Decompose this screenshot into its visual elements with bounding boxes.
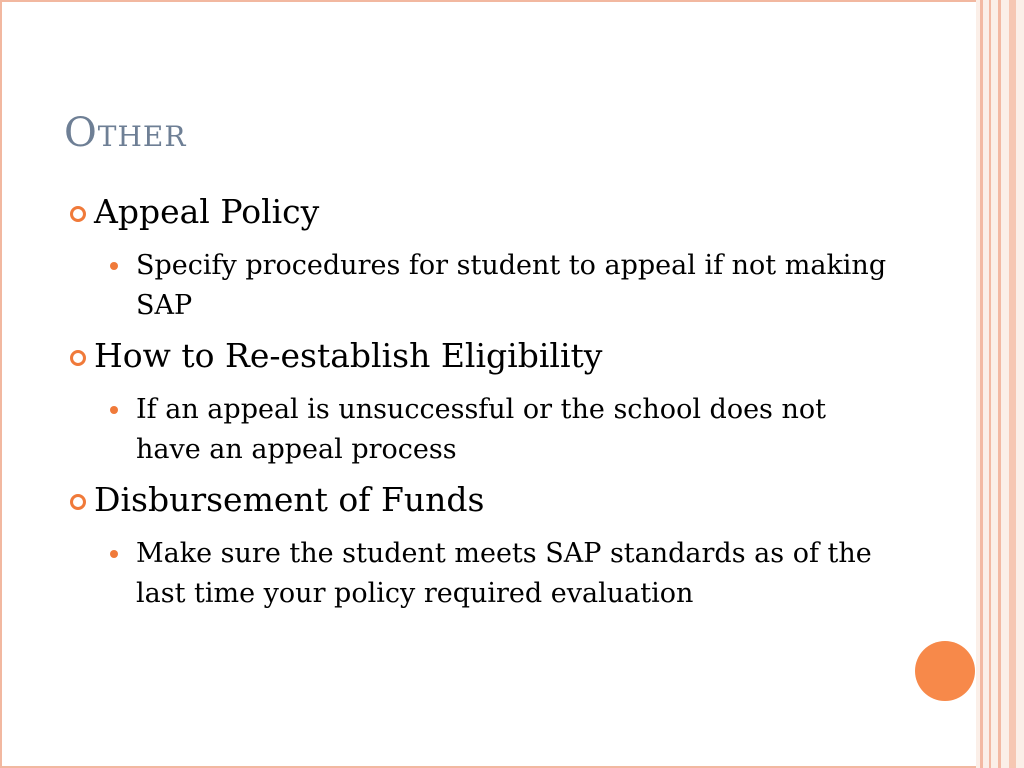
dot-bullet-icon [110,550,118,558]
bullet-list [70,192,890,624]
stripe [1009,0,1016,768]
bullet-detail [136,390,890,470]
bullet-detail [136,534,890,614]
dot-bullet-icon [110,406,118,414]
bullet-detail [136,246,890,326]
bullet-heading-text: Appeal Policy [94,192,320,231]
bullet-heading [70,192,890,232]
right-stripes-decoration [976,0,1024,768]
bullet-group-disbursement [70,480,890,614]
ring-bullet-icon [70,494,86,510]
slide-title: Other [64,110,187,156]
ring-bullet-icon [70,350,86,366]
bullet-detail-text: If an appeal is unsuccessful or the school does not have an appeal process [136,394,826,465]
decorative-circle [915,641,975,701]
ring-bullet-icon [70,206,86,222]
bullet-detail-text: Make sure the student meets SAP standards as of the last time your policy required evaluation [136,538,872,609]
bullet-heading-text: Disbursement of Funds [94,480,485,519]
bullet-heading-text: How to Re-establish Eligibility [94,336,603,375]
stripe [980,0,983,768]
stripe [998,0,1001,768]
bullet-heading [70,336,890,376]
bullet-group-re-establish-eligibility [70,336,890,470]
stripe [989,0,991,768]
bullet-heading [70,480,890,520]
bullet-detail-text: Specify procedures for student to appeal if not making SAP [136,250,887,321]
dot-bullet-icon [110,262,118,270]
bullet-group-appeal-policy [70,192,890,326]
